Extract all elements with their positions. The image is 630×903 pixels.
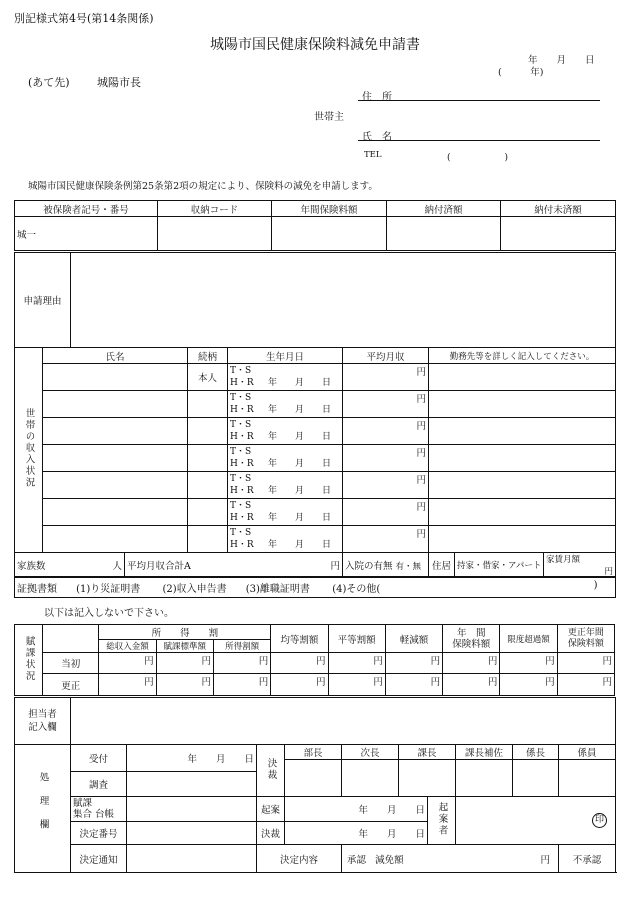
member-row — [15, 418, 616, 445]
income-levy-amount-header: 所得割額 — [213, 640, 270, 653]
amount-cell[interactable] — [156, 674, 213, 696]
amount-cell[interactable] — [500, 674, 557, 696]
member-name[interactable] — [43, 418, 188, 445]
processing-table — [14, 744, 616, 873]
era-hr: H・R — [230, 486, 254, 496]
member-relation[interactable] — [188, 391, 228, 418]
per-capita-header: 均等割額 — [271, 625, 328, 653]
member-name[interactable] — [43, 472, 188, 499]
col-birth-header: 生年月日 — [228, 348, 343, 364]
birth-ymd: 年 月 日 — [267, 540, 331, 550]
birth-ymd: 年 月 日 — [267, 459, 331, 469]
insured-number-header: 被保険者記号・番号 — [15, 201, 158, 217]
drafter-seal-cell[interactable] — [456, 797, 616, 845]
era-ts: T・S — [230, 474, 252, 484]
evidence-option-2[interactable]: (2)収入申告書 — [162, 583, 227, 595]
survey-input[interactable] — [127, 772, 257, 797]
role-assistant-manager: 課長補佐 — [456, 745, 513, 760]
decision-label — [257, 745, 285, 797]
era-ts: T・S — [230, 501, 252, 511]
notice-label: 決定通知 — [71, 845, 127, 873]
form-title: 城陽市国民健康保険料減免申請書 — [210, 37, 420, 53]
member-birth[interactable] — [228, 364, 343, 391]
staff-label: 担当者 記入欄 — [15, 698, 71, 745]
drafter-label — [428, 797, 456, 845]
evidence-cell — [15, 577, 616, 598]
amount-cell[interactable] — [271, 653, 328, 674]
member-relation[interactable] — [188, 526, 228, 553]
hospital-label: 入院の有無 — [345, 561, 393, 572]
yen-unit: 円 — [430, 656, 441, 667]
era-hr: H・R — [230, 459, 254, 469]
member-relation[interactable] — [188, 445, 228, 472]
era-ts: T・S — [230, 528, 252, 538]
avg-total-cell[interactable] — [125, 553, 343, 578]
process-side-text: 処理欄 — [37, 771, 49, 843]
member-name[interactable] — [43, 445, 188, 472]
member-workplace[interactable] — [429, 499, 616, 526]
staff-input[interactable] — [71, 698, 616, 745]
member-avg-income[interactable] — [343, 391, 429, 418]
paid-amount-cell[interactable] — [387, 217, 501, 251]
member-avg-income[interactable] — [343, 364, 429, 391]
annual-premium-header: 年間保険料額 — [272, 201, 387, 217]
tel-field[interactable]: ( ) — [447, 153, 509, 163]
yen-unit: 円 — [201, 677, 211, 688]
decision-no-label: 決定番号 — [71, 822, 127, 845]
unpaid-amount-cell[interactable] — [501, 217, 616, 251]
reason-label: 申請理由 — [15, 253, 71, 348]
yen-unit: 円 — [416, 502, 426, 513]
received-label: 受付 — [71, 745, 127, 772]
insured-prefix: 城一 — [17, 229, 37, 241]
col-relation-header: 続柄 — [188, 348, 228, 364]
name-label: 氏 名 — [362, 132, 392, 143]
income-side-label — [15, 348, 43, 553]
received-ymd: 年 月 日 — [187, 754, 254, 765]
yen-unit: 円 — [545, 656, 555, 667]
member-workplace[interactable] — [429, 445, 616, 472]
yen-unit: 円 — [316, 656, 326, 667]
amount-cell[interactable] — [385, 674, 442, 696]
yen-unit: 円 — [201, 656, 211, 667]
stamp-assistant-manager[interactable] — [456, 760, 513, 797]
levy-base-header: 賦課標準額 — [156, 640, 213, 653]
yen-unit: 円 — [430, 677, 441, 688]
approve-option[interactable]: 承認 — [347, 854, 367, 866]
reason-input[interactable] — [71, 253, 616, 348]
yen-unit: 円 — [144, 677, 154, 688]
reduction-header: 軽減額 — [385, 625, 442, 653]
survey-label: 調査 — [71, 772, 127, 797]
drafted-label: 起案 — [257, 797, 285, 822]
staff-table — [14, 697, 616, 745]
decision-text: 決裁 — [265, 757, 277, 781]
stamp-manager[interactable] — [399, 760, 456, 797]
member-birth[interactable] — [228, 391, 343, 418]
member-avg-income[interactable] — [343, 526, 429, 553]
row-revised-label: 更正 — [43, 674, 99, 696]
notice-input[interactable] — [127, 845, 257, 873]
ledger-right: 台帳 — [95, 809, 115, 820]
evidence-option-1[interactable]: (1)り災証明書 — [76, 583, 141, 595]
assessment-row-revised — [15, 674, 615, 696]
office-use-note: 以下は記入しないで下さい。 — [44, 608, 174, 619]
member-relation[interactable] — [188, 364, 228, 391]
family-count-cell[interactable] — [15, 553, 125, 578]
amount-cell[interactable] — [443, 653, 500, 674]
addressee: 城陽市長 — [97, 76, 141, 89]
evidence-label: 証拠書類 — [17, 583, 57, 595]
era-hr: H・R — [230, 513, 254, 523]
reject-option[interactable]: 不承認 — [559, 845, 616, 873]
revised-premium-header: 更正年間 保険料額 — [557, 625, 614, 653]
yen-unit: 円 — [602, 656, 612, 667]
amount-cell[interactable] — [99, 674, 156, 696]
stamp-chief[interactable] — [513, 760, 559, 797]
col-avg-income-header: 平均月収 — [343, 348, 429, 364]
member-avg-income[interactable] — [343, 499, 429, 526]
evidence-option-4[interactable]: (4)その他( — [332, 583, 381, 595]
assessment-table — [14, 624, 615, 696]
annual-premium-cell[interactable] — [272, 217, 387, 251]
yen-unit: 円 — [487, 656, 498, 667]
amount-cell[interactable] — [500, 653, 557, 674]
yen-unit: 円 — [258, 656, 269, 667]
member-workplace[interactable] — [429, 364, 616, 391]
received-date[interactable] — [127, 745, 257, 772]
content-label: 決定内容 — [257, 845, 342, 873]
approved-ymd: 年 月 日 — [358, 829, 425, 840]
amount-cell[interactable] — [271, 674, 328, 696]
era-ts: T・S — [230, 420, 252, 430]
era-hr: H・R — [230, 540, 254, 550]
approved-label: 決裁 — [257, 822, 285, 845]
rent-yen: 円 — [604, 567, 613, 577]
amount-cell[interactable] — [328, 653, 385, 674]
row-initial-label: 当初 — [43, 653, 99, 674]
amount-cell[interactable] — [328, 674, 385, 696]
drafter-text: 起案者 — [436, 801, 448, 837]
member-workplace[interactable] — [429, 526, 616, 553]
assessment-side-label — [15, 625, 43, 696]
yen-unit: 円 — [487, 677, 498, 688]
self-label: 本人 — [197, 373, 217, 384]
ledger-input[interactable] — [127, 797, 257, 822]
member-birth[interactable] — [228, 445, 343, 472]
amount-cell[interactable] — [213, 653, 270, 674]
amount-cell[interactable] — [156, 653, 213, 674]
limit-excess-header: 限度超過額 — [500, 625, 557, 653]
member-relation[interactable] — [188, 418, 228, 445]
member-row — [15, 445, 616, 472]
member-birth[interactable] — [228, 418, 343, 445]
total-income-header: 総収入金額 — [99, 640, 156, 653]
role-manager: 課長 — [399, 745, 456, 760]
amount-cell[interactable] — [557, 674, 614, 696]
member-row — [15, 499, 616, 526]
address-label: 住 所 — [362, 92, 392, 103]
member-workplace[interactable] — [429, 391, 616, 418]
member-row — [15, 526, 616, 553]
amount-cell[interactable] — [99, 653, 156, 674]
member-workplace[interactable] — [429, 472, 616, 499]
income-table — [14, 347, 616, 553]
member-name[interactable] — [43, 526, 188, 553]
member-avg-income[interactable] — [343, 445, 429, 472]
reduction-yen: 円 — [540, 854, 551, 866]
income-side-text: 世帯の収入状況 — [23, 408, 35, 489]
approved-date[interactable] — [285, 822, 428, 845]
income-levy-header: 所 得 割 — [99, 625, 271, 640]
evidence-option-4-close: ) — [593, 579, 598, 591]
member-row — [15, 391, 616, 418]
avg-total-label: 平均月収合計A — [127, 561, 191, 572]
ledger-bottom: 集合 — [73, 809, 93, 820]
yen-unit: 円 — [602, 677, 612, 688]
yen-unit: 円 — [416, 475, 426, 486]
role-chief: 係長 — [513, 745, 559, 760]
address-line[interactable] — [358, 100, 600, 101]
member-birth[interactable] — [228, 526, 343, 553]
collection-code-cell[interactable] — [158, 217, 272, 251]
era-ts: T・S — [230, 447, 252, 457]
reason-table — [14, 252, 616, 348]
family-summary-table — [14, 552, 616, 578]
yen-unit: 円 — [144, 656, 154, 667]
householder-label: 世帯主 — [314, 112, 344, 123]
era-hr: H・R — [230, 378, 254, 388]
era-hr: H・R — [230, 405, 254, 415]
yen-unit: 円 — [416, 394, 426, 405]
hospital-umu[interactable]: 有・無 — [395, 562, 422, 572]
rent-label: 家賃月額 — [546, 555, 581, 565]
yen-unit: 円 — [373, 656, 383, 667]
role-staff: 係員 — [559, 745, 616, 760]
evidence-option-3[interactable]: (3)離職証明書 — [245, 583, 310, 595]
hospital-cell[interactable] — [343, 553, 429, 578]
era-ts: T・S — [230, 393, 252, 403]
amount-cell[interactable] — [443, 674, 500, 696]
assessment-side-text: 賦課状況 — [23, 635, 35, 682]
residence-label: 住居 — [429, 553, 455, 578]
member-row — [15, 364, 616, 391]
yen-unit: 円 — [416, 448, 426, 459]
paid-amount-header: 納付済額 — [387, 201, 501, 217]
col-name-header: 氏名 — [43, 348, 188, 364]
drafted-date[interactable] — [285, 797, 428, 822]
member-name[interactable] — [43, 499, 188, 526]
yen-unit: 円 — [416, 421, 426, 432]
annual-premium-col-header: 年 間 保険料額 — [443, 625, 500, 653]
member-workplace[interactable] — [429, 418, 616, 445]
rent-cell[interactable] — [544, 553, 616, 578]
residence-options[interactable]: 持家・借家・アパート — [455, 553, 544, 578]
name-line[interactable] — [358, 140, 600, 141]
amount-cell[interactable] — [213, 674, 270, 696]
drafted-ymd: 年 月 日 — [358, 805, 425, 816]
assessment-corner — [43, 625, 99, 653]
yen-unit: 円 — [258, 677, 269, 688]
birth-ymd: 年 月 日 — [267, 405, 331, 415]
per-household-header: 平等割額 — [328, 625, 385, 653]
yen-unit: 円 — [373, 677, 383, 688]
avg-total-yen: 円 — [330, 561, 340, 572]
submission-date[interactable]: 年 月 日 — [528, 55, 595, 66]
amount-cell[interactable] — [385, 653, 442, 674]
tel-label: TEL — [364, 150, 382, 160]
process-side-label — [15, 745, 71, 873]
era-hr: H・R — [230, 432, 254, 442]
application-statement: 城陽市国民健康保険条例第25条第2項の規定により、保険料の減免を申請します。 — [28, 181, 378, 192]
role-deputy: 次長 — [342, 745, 399, 760]
yen-unit: 円 — [545, 677, 555, 688]
birth-ymd: 年 月 日 — [267, 432, 331, 442]
amount-cell[interactable] — [557, 653, 614, 674]
unpaid-amount-header: 納付未済額 — [501, 201, 616, 217]
decision-no-input[interactable] — [127, 822, 257, 845]
ledger-top: 賦課 — [73, 798, 93, 809]
birth-ymd: 年 月 日 — [267, 513, 331, 523]
yen-unit: 円 — [316, 677, 326, 688]
content-cell[interactable] — [342, 845, 559, 873]
submission-era[interactable]: ( 年) — [498, 67, 544, 78]
member-relation[interactable] — [188, 472, 228, 499]
seal-icon: 印 — [592, 813, 607, 828]
premium-table — [14, 200, 616, 251]
birth-ymd: 年 月 日 — [267, 378, 331, 388]
insured-number-cell[interactable] — [15, 217, 158, 251]
family-count-label: 家族数 — [17, 561, 46, 572]
assessment-row-initial — [15, 653, 615, 674]
form-number: 別記様式第4号(第14条関係) — [14, 12, 154, 25]
collection-code-header: 収納コード — [158, 201, 272, 217]
member-avg-income[interactable] — [343, 472, 429, 499]
member-avg-income[interactable] — [343, 418, 429, 445]
person-unit: 人 — [112, 561, 122, 572]
stamp-deputy[interactable] — [342, 760, 399, 797]
era-ts: T・S — [230, 366, 252, 376]
member-row — [15, 472, 616, 499]
member-birth[interactable] — [228, 472, 343, 499]
yen-unit: 円 — [416, 367, 426, 378]
member-birth[interactable] — [228, 499, 343, 526]
birth-ymd: 年 月 日 — [267, 486, 331, 496]
ledger-label — [71, 797, 127, 822]
member-relation[interactable] — [188, 499, 228, 526]
member-name[interactable] — [43, 364, 188, 391]
stamp-staff[interactable] — [559, 760, 616, 797]
addressee-paren: (あて先) — [28, 76, 70, 89]
yen-unit: 円 — [416, 529, 426, 540]
evidence-table — [14, 576, 616, 598]
col-workplace-header: 勤務先等を詳しく記入してください。 — [429, 348, 616, 364]
reduction-label: 減免額 — [375, 854, 404, 866]
stamp-director[interactable] — [285, 760, 342, 797]
role-director: 部長 — [285, 745, 342, 760]
member-name[interactable] — [43, 391, 188, 418]
